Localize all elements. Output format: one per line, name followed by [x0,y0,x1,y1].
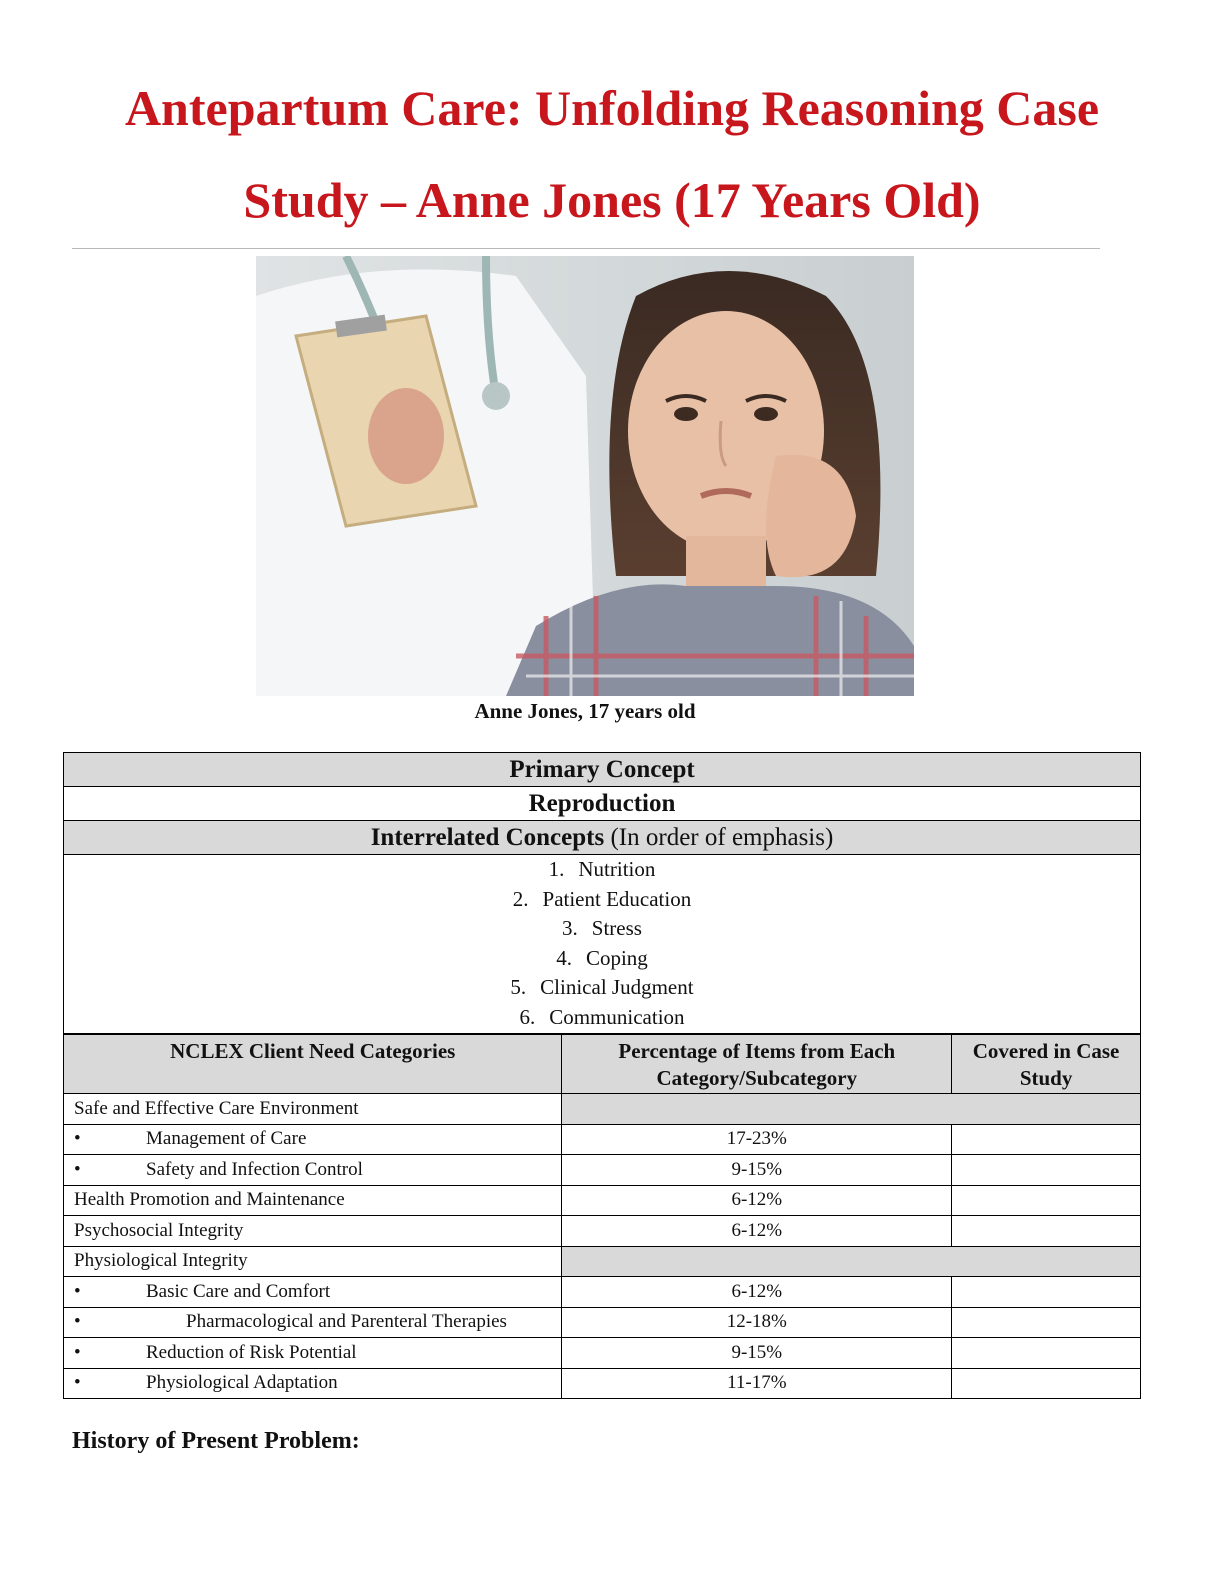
list-label: Coping [585,945,648,970]
category-label: Physiological Adaptation [146,1372,338,1394]
category-cell [64,1368,562,1399]
covered-cell[interactable] [952,1338,1141,1369]
table-row [64,1368,1141,1399]
nclex-table [63,1034,1141,1399]
list-item [64,944,1140,974]
list-label: Nutrition [578,857,656,881]
category-cell [64,1338,562,1369]
percentage-cell: 11-17% [562,1368,952,1399]
category-label: Basic Care and Comfort [146,1280,331,1302]
category-section-shading [562,1246,1141,1277]
photo-caption: Anne Jones, 17 years old [474,699,696,723]
category-section-shading [562,1094,1141,1125]
category-label: Management of Care [146,1128,307,1150]
table-row [64,1185,1141,1216]
bullet: • [74,1280,81,1302]
category-label: Pharmacological and Parenteral Therapies [186,1311,507,1333]
primary-concept-text: Reproduction [528,790,676,817]
column-header-percentage: Percentage of Items from Each Category/Subcategory [562,1035,952,1094]
list-number: 4. [556,945,572,970]
bullet: • [74,1372,81,1394]
interrelated-note: (In order of emphasis) [610,824,834,851]
list-label: Stress [591,916,642,940]
history-section-heading: History of Present Problem: [72,1428,360,1454]
primary-concept-value [64,787,1140,821]
percentage-cell: 6-12% [562,1216,952,1247]
primary-concept-header-text: Primary Concept [509,756,695,783]
table-row [64,1246,1141,1277]
list-label: Patient Education [542,886,692,911]
list-item [64,1003,1140,1033]
category-label: Safety and Infection Control [146,1158,363,1180]
percentage-cell: 9-15% [562,1338,952,1369]
list-item [64,973,1140,1003]
list-item [64,885,1140,915]
table-header-row [64,1035,1141,1094]
list-label: Clinical Judgment [540,975,694,999]
table-row [64,1307,1141,1338]
bullet: • [74,1311,81,1333]
table-row [64,1155,1141,1186]
covered-cell[interactable] [952,1185,1141,1216]
category-cell [64,1307,562,1338]
list-number: 1. [548,857,565,881]
percentage-cell: 6-12% [562,1277,952,1308]
covered-cell[interactable] [952,1277,1141,1308]
list-number: 6. [519,1004,536,1029]
list-item [64,855,1140,885]
table-row [64,1338,1141,1369]
list-number: 5. [510,975,527,999]
patient-photo [256,256,914,696]
interrelated-concepts-list [64,855,1140,1033]
category-cell [64,1277,562,1308]
bullet: • [74,1341,81,1363]
table-row [64,1277,1141,1308]
bullet: • [74,1158,81,1180]
category-label: Reduction of Risk Potential [146,1341,357,1363]
category-cell [64,1155,562,1186]
covered-cell[interactable] [952,1155,1141,1186]
column-header-categories: NCLEX Client Need Categories [64,1035,562,1094]
list-number: 2. [512,886,529,911]
list-number: 3. [562,916,578,940]
list-label: Communication [549,1004,685,1029]
covered-cell[interactable] [952,1368,1141,1399]
category-cell [64,1124,562,1155]
table-row [64,1124,1141,1155]
title-divider [72,248,1100,249]
bullet: • [74,1128,81,1150]
category-label: Safe and Effective Care Environment [64,1094,562,1125]
category-label: Psychosocial Integrity [64,1216,562,1247]
table-row [64,1216,1141,1247]
category-label: Health Promotion and Maintenance [64,1185,562,1216]
percentage-cell: 12-18% [562,1307,952,1338]
column-header-covered: Covered in Case Study [952,1035,1141,1094]
percentage-cell: 9-15% [562,1155,952,1186]
concept-table [63,752,1141,1034]
page-title-line-2: Study – Anne Jones (17 Years Old) [243,172,981,228]
percentage-cell: 6-12% [562,1185,952,1216]
table-row [64,1094,1141,1125]
category-label: Physiological Integrity [64,1246,562,1277]
interrelated-concepts-header [64,821,1140,855]
covered-cell[interactable] [952,1307,1141,1338]
covered-cell[interactable] [952,1124,1141,1155]
primary-concept-header [64,753,1140,787]
interrelated-header-text: Interrelated Concepts [370,824,605,851]
list-item [64,914,1140,944]
page-title-line-1: Antepartum Care: Unfolding Reasoning Case [124,80,1100,136]
percentage-cell: 17-23% [562,1124,952,1155]
covered-cell[interactable] [952,1216,1141,1247]
